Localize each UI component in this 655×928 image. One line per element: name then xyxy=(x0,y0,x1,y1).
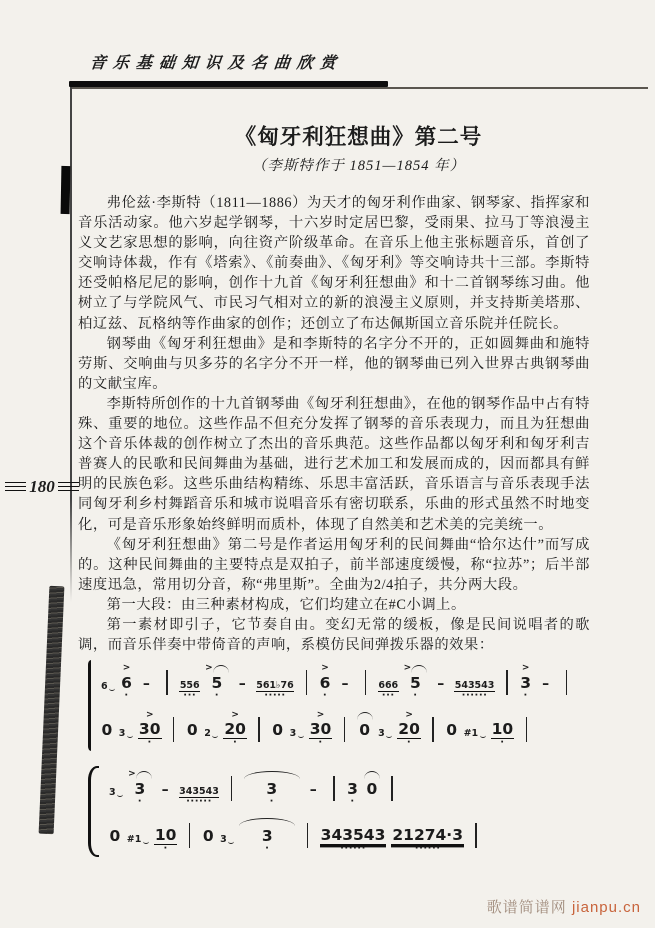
grace-notes: 3 xyxy=(220,816,235,854)
grace-notes: 6 xyxy=(101,663,116,701)
note: 0 xyxy=(202,827,214,845)
grace-notes: 3 xyxy=(289,710,304,748)
barline xyxy=(391,776,392,801)
grace-notes: 666 ··· xyxy=(378,680,399,701)
barline xyxy=(231,776,232,801)
note: 21274·3 ······ xyxy=(392,826,463,854)
note: 0 xyxy=(446,721,458,739)
watermark-site-url: jianpu.cn xyxy=(571,899,641,916)
paragraph: 第一素材即引子，它节奏自由。变幻无常的缓板，像是民间说唱者的歌调，而音乐伴奏中带倚音的声响，系模仿民间弹拨乐器的效果： xyxy=(78,616,590,654)
barline xyxy=(432,717,433,742)
book-binding-shadow xyxy=(39,586,65,834)
barline xyxy=(307,823,308,848)
note: > 3 · xyxy=(520,663,532,701)
duration-dash: – xyxy=(161,782,169,798)
note: 3 · xyxy=(244,769,300,807)
paragraph: 第一大段：由三种素材构成，它们均建立在#C小调上。 xyxy=(106,596,466,613)
duration-dash: – xyxy=(309,782,317,798)
score-line xyxy=(98,663,576,701)
scan-ink-mark xyxy=(61,166,71,214)
slur-arc xyxy=(364,771,380,779)
note: 0 xyxy=(357,710,373,748)
grace-notes: #1 xyxy=(463,710,486,748)
barline xyxy=(166,670,167,695)
barline xyxy=(566,670,567,695)
note: 3 · xyxy=(347,780,358,807)
note: > 20 · xyxy=(224,710,246,748)
note: > 30 · xyxy=(138,710,161,748)
slur-arc xyxy=(213,665,229,673)
duration-dash: – xyxy=(341,676,349,692)
score-line xyxy=(106,769,574,807)
grace-notes: 3 xyxy=(109,769,124,807)
slur-arc xyxy=(357,712,373,720)
barline xyxy=(365,670,366,695)
duration-dash: – xyxy=(542,676,550,692)
note: 0 xyxy=(186,721,198,739)
page-number-lines-right xyxy=(58,482,79,492)
score xyxy=(88,660,574,872)
slur-arc xyxy=(244,771,300,779)
note: 0 xyxy=(272,721,284,739)
score-line xyxy=(106,816,574,854)
duration-dash: – xyxy=(238,676,246,692)
piece-title: 《匈牙利狂想曲》第二号 xyxy=(234,125,483,149)
note: > 6 · xyxy=(121,663,132,701)
barline xyxy=(173,717,174,742)
grace-notes: 561♭76 ····· xyxy=(256,680,294,701)
grace-notes: 556 ··· xyxy=(179,680,200,701)
duration-dash: – xyxy=(142,676,150,692)
grace-notes: 343543 ······ xyxy=(179,786,219,807)
piece-subtitle: （李斯特作于 1851—1854 年） xyxy=(251,158,466,174)
note: 343543 ······ xyxy=(320,826,386,854)
page-number-block xyxy=(5,478,79,495)
system-brace xyxy=(88,766,99,857)
page-number: 180 xyxy=(29,477,55,496)
slur-arc xyxy=(411,665,427,673)
note: > 30 · xyxy=(309,710,332,748)
grace-notes: 2 xyxy=(204,710,219,748)
note: 10 · xyxy=(154,826,177,854)
grace-notes: 3 xyxy=(118,710,133,748)
barline xyxy=(258,717,259,742)
page-frame-top xyxy=(70,87,648,89)
note: > 6 · xyxy=(319,663,331,701)
barline xyxy=(506,670,507,695)
barline xyxy=(344,717,345,742)
watermark-site-name: 歌谱简谱网 xyxy=(486,899,567,916)
paragraph: 钢琴曲《匈牙利狂想曲》是和李斯特的名字分不开的，正如圆舞曲和施特劳斯、交响曲与贝多芬的名字分不开一样，他的钢琴曲已列入世界古典钢琴曲的文献宝库。 xyxy=(78,335,590,392)
paragraph: 弗伦兹·李斯特（1811—1886）为天才的匈牙利作曲家、钢琴家、指挥家和音乐活动家。他六岁起学钢琴，十六岁时定居巴黎，受雨果、拉马丁等浪漫主义文艺家思想的影响，向往资产阶级革命。在音乐上他主张标题音乐，首创了交响诗体裁，作有《塔索》、《前奏曲》、《匈牙利》等交响诗共十三部。李斯特还受帕格尼尼的影响，创作十九首《匈牙利狂想曲》和十二首钢琴练习曲。他树立了与学院风气、市民习气相对立的新的浪漫主义原则，并支持斯美塔那、柏辽兹、瓦格纳等作曲家的创作；还创立了布达佩斯国立音乐院并任院长。 xyxy=(78,195,590,332)
grace-notes: 543543 ······ xyxy=(454,680,495,701)
note: 0 xyxy=(109,827,121,845)
paragraph: 李斯特所创作的十九首钢琴曲《匈牙利狂想曲》，在他的钢琴作品中占有特殊、重要的地位。这些作品不但充分发挥了钢琴的音乐表现力，而且为狂想曲这个音乐体裁的创作树立了杰出的音乐典范。这些作品都以匈牙利和匈牙利吉普赛人的民歌和民间舞曲为基础，进行艺术加工和发展而成的，因而都具有鲜明的民族色彩。这些乐曲结构精练、乐思丰富活跃，音乐语言与音乐表现手法同匈牙利乡村舞蹈音乐和城市说唱音乐有密切联系，乐曲的形式虽然不时地变化，可是音乐形象始终鲜明而质朴，体现了自然美和艺术美的完美统一。 xyxy=(78,395,590,533)
grace-notes: #1 xyxy=(126,816,149,854)
watermark-link[interactable] xyxy=(487,896,641,917)
note: > 3 · xyxy=(128,769,152,807)
note: > 5 · xyxy=(404,663,428,701)
score-system xyxy=(88,660,574,751)
paragraph: 《匈牙利狂想曲》第二号是作者运用匈牙利的民间舞曲“恰尔达什”而写成的。这种民间舞曲的主要特点是双拍子，前半部速度缓慢，称“拉苏”；后半部速度迅急，常用切分音，称“弗里斯”。全曲为2/4拍子，共分两大段。 xyxy=(78,536,590,593)
slur-arc xyxy=(136,771,152,779)
note: > 5 · xyxy=(205,663,229,701)
barline xyxy=(189,823,190,848)
running-head-book-title: 音乐基础知识及名曲欣赏 xyxy=(88,55,344,72)
score-system xyxy=(88,766,574,857)
barline xyxy=(526,717,527,742)
barline xyxy=(306,670,307,695)
slur-arc xyxy=(239,818,295,826)
barline xyxy=(333,776,334,801)
note: > 20 · xyxy=(398,710,420,748)
duration-dash: – xyxy=(437,676,445,692)
system-brace xyxy=(88,660,91,751)
grace-notes: 3 xyxy=(378,710,393,748)
page-number-lines-left xyxy=(5,482,26,492)
article-text xyxy=(78,193,590,655)
note: 10 · xyxy=(491,720,514,748)
barline xyxy=(475,823,476,848)
note: 0 xyxy=(101,721,113,739)
score-line xyxy=(98,710,576,748)
note: 3 · xyxy=(239,816,295,854)
note: 0 xyxy=(364,769,380,807)
